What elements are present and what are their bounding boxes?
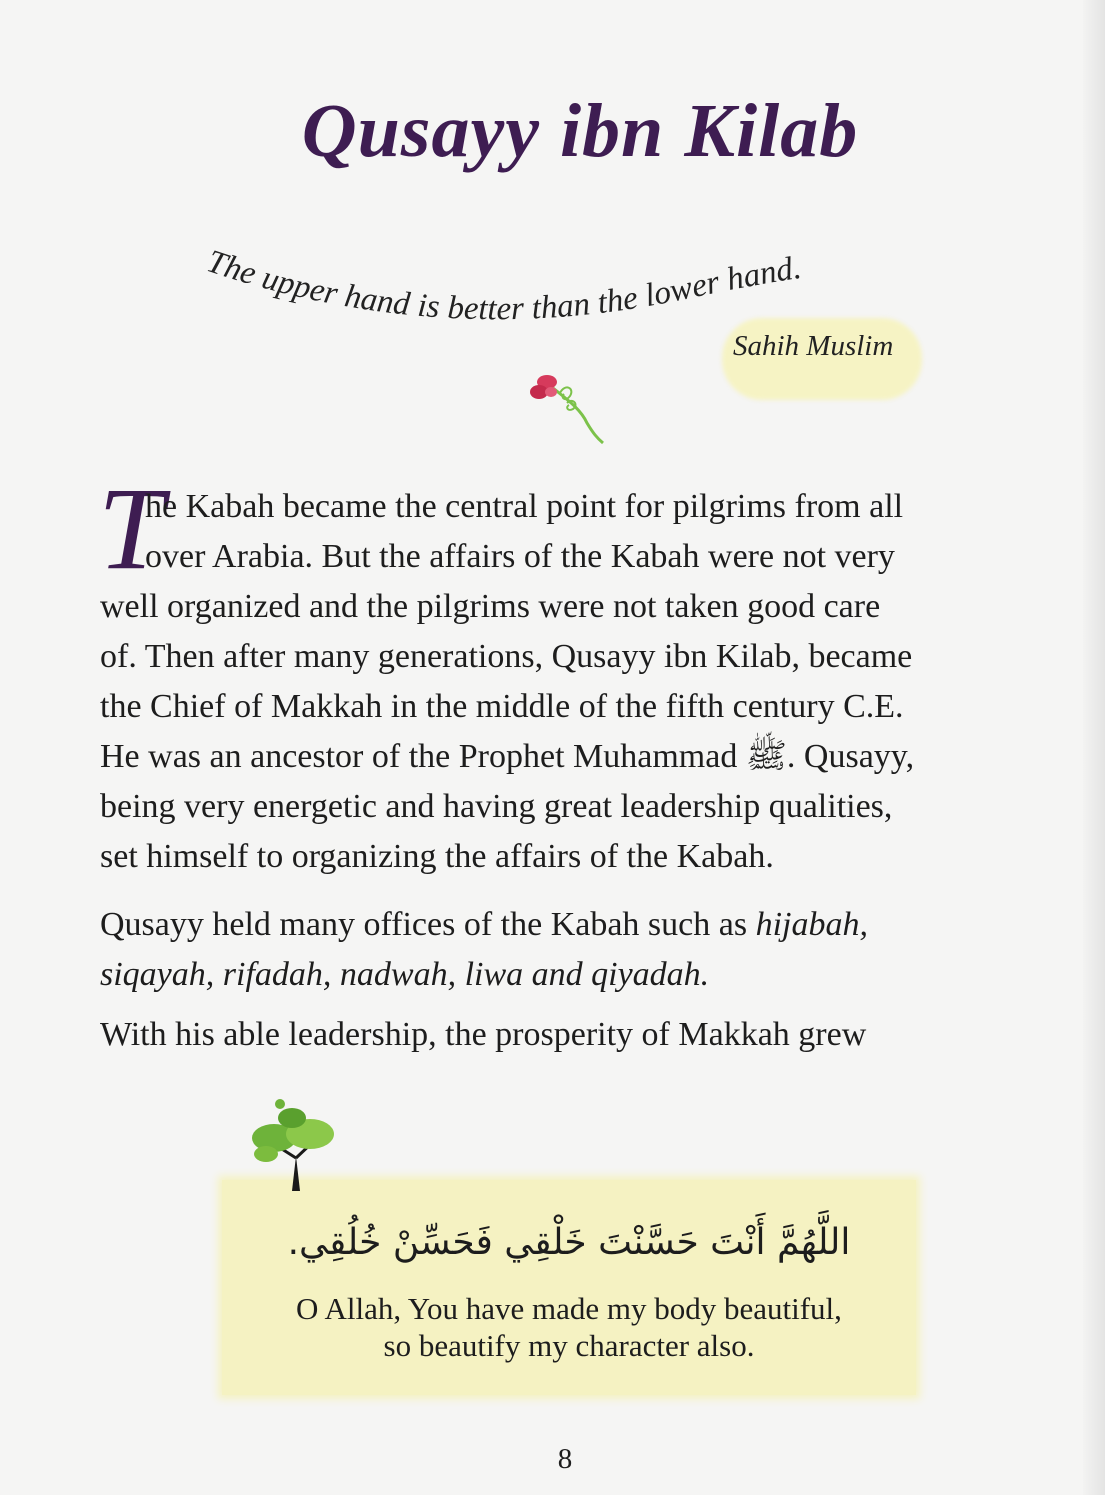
text-line: over Arabia. But the affairs of the Kabah were not very — [145, 538, 895, 575]
text-line: well organized and the pilgrims were not taken good care — [100, 588, 881, 625]
quote-source: Sahih Muslim — [733, 330, 894, 362]
text-span: Qusayy held many offices of the Kabah such as — [100, 906, 756, 943]
text-line: the Chief of Makkah in the middle of the fifth century C.E. — [100, 688, 904, 725]
office-term: hijabah, — [755, 906, 868, 943]
paragraph-3: With his able leadership, the prosperity of Makkah grew — [100, 1016, 867, 1053]
drop-cap: T — [98, 463, 164, 594]
text-line: being very energetic and having great leadership qualities, — [100, 788, 893, 825]
svg-text:The upper hand is better than — [203, 243, 804, 327]
dua-line: so beautify my character also. — [383, 1328, 755, 1363]
text-line: of. Then after many generations, Qusayy ibn Kilab, became — [100, 638, 913, 675]
paragraph-2 — [100, 900, 868, 1000]
dua-translation — [222, 1290, 916, 1364]
flower-icon — [525, 368, 615, 448]
text-line: he Kabah became the central point for pilgrims from all — [145, 488, 904, 525]
dua-arabic: اللَّهُمَّ أَنْتَ حَسَّنْتَ خَلْقِي فَحَسِّنْ خُلُقِي. — [287, 1222, 851, 1263]
tree-icon — [244, 1096, 339, 1196]
quote-text: The upper hand is better than the lower hand. — [202, 243, 804, 328]
text-line: He was an ancestor of the Prophet Muhammad ﷺ. Qusayy, — [100, 738, 915, 775]
page-edge — [1083, 0, 1105, 1495]
office-terms: siqayah, rifadah, nadwah, liwa and qiyadah. — [100, 956, 710, 993]
text-line: set himself to organizing the affairs of the Kabah. — [100, 838, 774, 875]
paragraph-1 — [100, 482, 1040, 882]
page-title: Qusayy ibn Kilab — [301, 89, 859, 173]
page-number: 8 — [557, 1443, 573, 1475]
dua-line: O Allah, You have made my body beautiful, — [296, 1291, 842, 1326]
